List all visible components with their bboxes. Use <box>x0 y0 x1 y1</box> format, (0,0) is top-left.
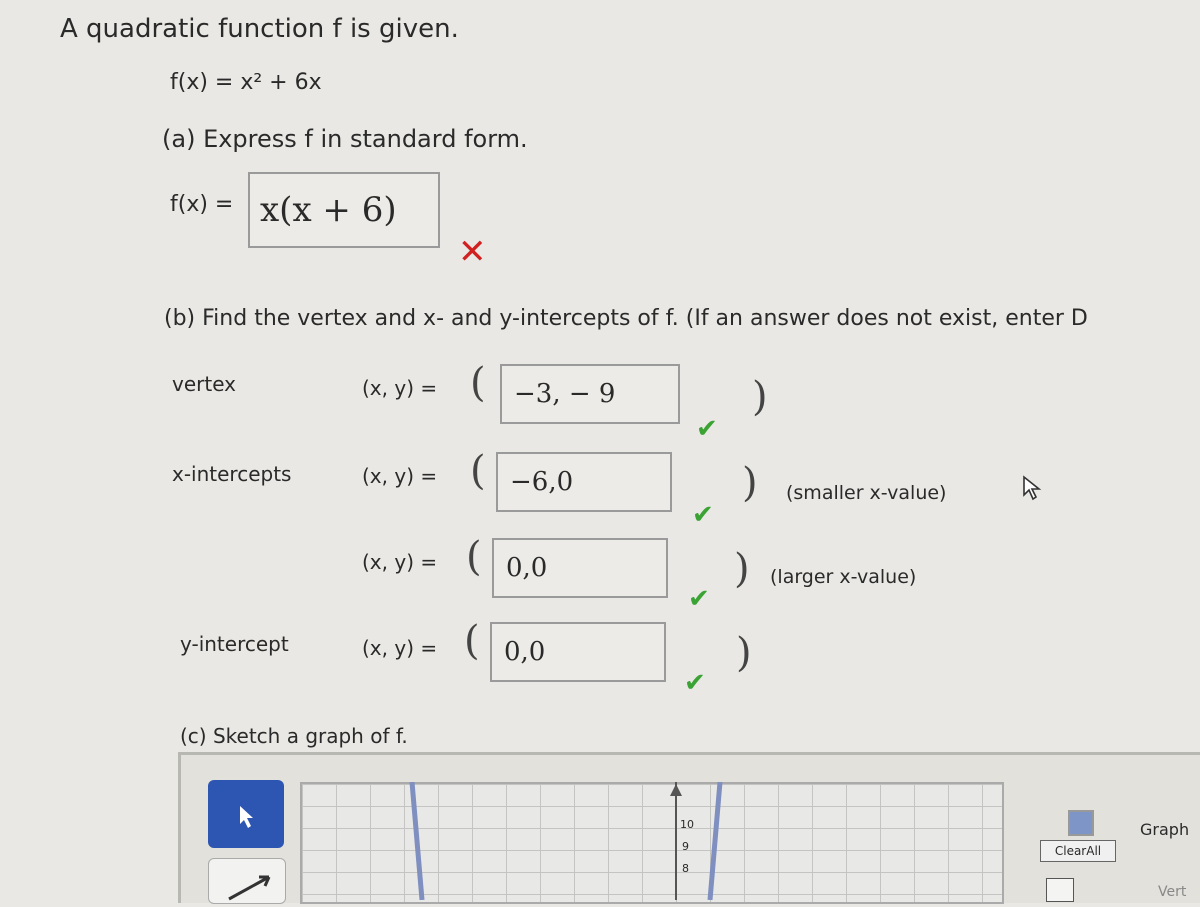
incorrect-x-icon: ✕ <box>458 232 487 272</box>
axis-tick-label-10: 10 <box>680 818 694 831</box>
standard-form-input[interactable]: x(x + 6) <box>248 172 440 248</box>
part-a-prompt: (a) Express f in standard form. <box>162 125 528 153</box>
clear-all-button[interactable]: ClearAll <box>1040 840 1116 862</box>
axis-tick-label-9: 9 <box>682 840 689 853</box>
vertex-close-paren: ) <box>752 374 768 420</box>
y-intercept-xy-label: (x, y) = <box>362 636 438 660</box>
vert-label: Vert <box>1158 884 1187 900</box>
y-intercept-label: y-intercept <box>180 632 289 656</box>
x-intercept-smaller-xy-label: (x, y) = <box>362 464 438 488</box>
part-b-prompt: (b) Find the vertex and x- and y-intercepts of f. (If an answer does not exist, enter D <box>164 306 1088 331</box>
function-formula: f(x) = x² + 6x <box>170 70 322 95</box>
x-intercept-larger-xy-label: (x, y) = <box>362 550 438 574</box>
larger-x-value-note: (larger x-value) <box>770 566 917 588</box>
select-tool-button[interactable] <box>208 780 284 848</box>
y-axis-arrow-icon <box>670 784 682 796</box>
parabola-left-branch <box>412 782 422 900</box>
vertex-open-paren: ( <box>470 360 486 406</box>
smaller-x-value-note: (smaller x-value) <box>786 482 947 504</box>
x-intercept-smaller-input[interactable]: −6,0 <box>496 452 672 512</box>
x-intercept-smaller-close-paren: ) <box>742 460 758 506</box>
y-intercept-input[interactable]: 0,0 <box>490 622 666 682</box>
arrow-pointer-icon <box>208 780 284 848</box>
graph-label: Graph <box>1140 820 1190 839</box>
axis-tick-label-8: 8 <box>682 862 689 875</box>
y-intercept-open-paren: ( <box>464 618 480 664</box>
x-intercept-larger-input[interactable]: 0,0 <box>492 538 668 598</box>
x-intercept-larger-correct-icon: ✔ <box>688 584 710 614</box>
vertex-xy-label: (x, y) = <box>362 376 438 400</box>
x-intercepts-label: x-intercepts <box>172 462 292 486</box>
clear-all-icon[interactable] <box>1068 810 1094 836</box>
fx-label: f(x) = <box>170 192 234 217</box>
x-intercept-larger-open-paren: ( <box>466 534 482 580</box>
line-tool-button[interactable] <box>208 858 286 904</box>
part-c-prompt: (c) Sketch a graph of f. <box>180 724 408 748</box>
vertex-correct-icon: ✔ <box>696 414 718 444</box>
graph-overlay <box>300 782 1000 900</box>
x-intercept-smaller-correct-icon: ✔ <box>692 500 714 530</box>
mouse-cursor-icon <box>1022 475 1044 505</box>
x-intercept-smaller-open-paren: ( <box>470 448 486 494</box>
question-title: A quadratic function f is given. <box>60 14 459 44</box>
undo-icon[interactable] <box>1046 878 1074 902</box>
parabola-right-branch <box>710 782 720 900</box>
x-intercept-larger-close-paren: ) <box>734 546 750 592</box>
vertex-label: vertex <box>172 372 236 396</box>
line-arrow-icon <box>209 859 285 903</box>
y-intercept-close-paren: ) <box>736 630 752 676</box>
y-intercept-correct-icon: ✔ <box>684 668 706 698</box>
vertex-input[interactable]: −3, − 9 <box>500 364 680 424</box>
